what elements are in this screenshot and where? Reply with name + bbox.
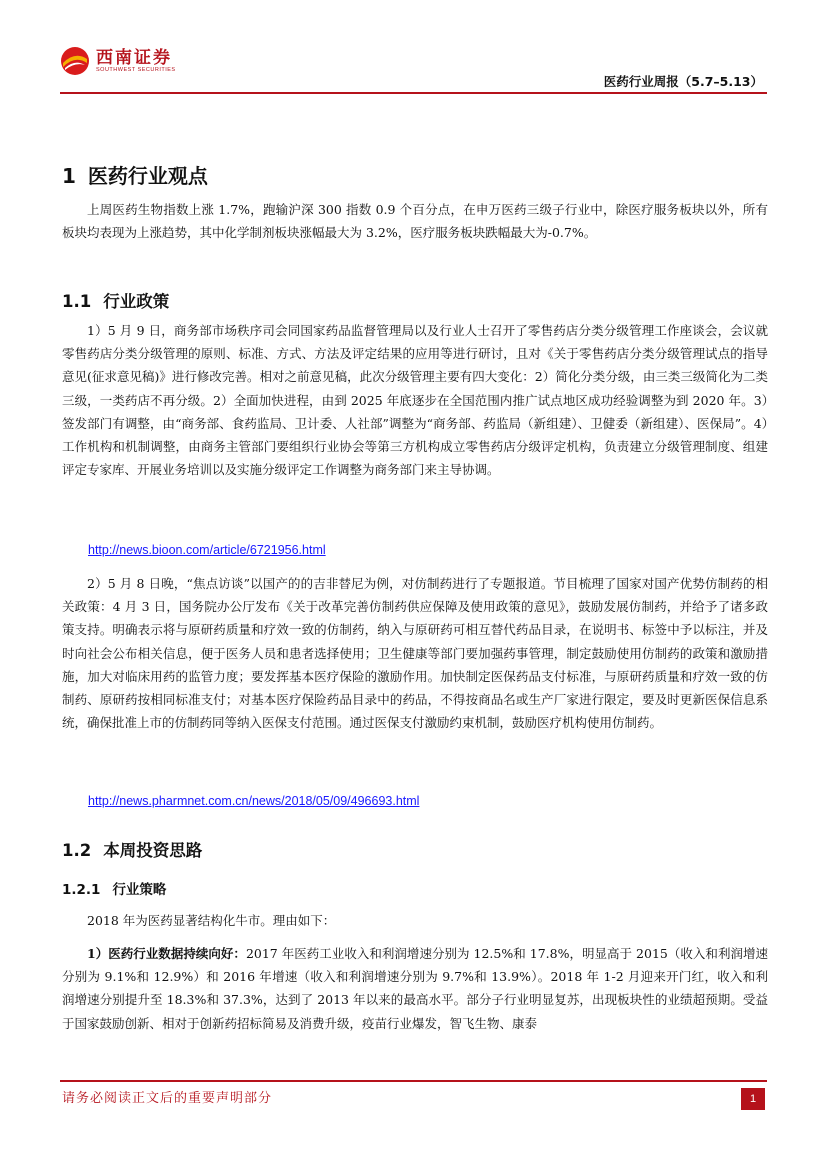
section-number: 1.1 <box>62 292 92 311</box>
page-number: 1 <box>741 1088 765 1110</box>
logo-chinese-name: 西南证券 <box>96 47 172 68</box>
section-1-1-heading <box>62 288 169 312</box>
policy-paragraph-1: 1）5 月 9 日，商务部市场秩序司会同国家药品监督管理局以及行业人士召开了零售药店分类分级管理工作座谈会，会议就零售药店分类分级管理的原则、标准、方式、方法及评定结果的应用等进行研讨，且对《关于零售药店分类分级管理试点的指导意见(征求意见稿)》进行修改完善。相对之前意见稿，此次分级管理主要有四大变化：2）简化分类分级，由三类三级简化为二类三级，一类药店不再分级。2）全面加快进程，由到 2025 年底逐步在全国范围内推广试点地区成功经验调整为到 2020 年。3）签发部门有调整，由“商务部、食药监局、卫计委、人社部”调整为“商务部、药监局（新组建）、卫健委（新组建）、医保局”。4）工作机构和机制调整，由商务主管部门要组织行业协会等第三方机构成立零售药店分级评定机构，负责建立分级管理制度、组建评定专家库、开展业务培训以及实施分级评定工作调整为商务部门来主导协调。 <box>62 323 768 478</box>
point-body: 2017 年医药工业收入和利润增速分别为 12.5%和 17.8%，明显高于 2015（收入和利润增速分别为 9.1%和 12.9%）和 2016 年增速（收入和利润增速分别为 9.7%和 13.9%）。2018 年 1-2 月迎来开门红，收入和利润增速分别提升至 18.3%和 37.3%，达到了 2013 年以来的最高水平。部分子行业明显复苏，出现板块性的业绩超预期。受益于国家鼓励创新、相对于创新药招标简易及消费升级，疫苗行业爆发，智飞生物、康泰 <box>62 946 769 1031</box>
section-number: 1 <box>62 164 76 188</box>
section-title: 本周投资思路 <box>103 841 203 860</box>
footer-disclaimer: 请务必阅读正文后的重要声明部分 <box>62 1091 273 1106</box>
point-lead: 1）医药行业数据持续向好： <box>87 946 246 961</box>
intro-paragraph: 上周医药生物指数上涨 1.7%，跑输沪深 300 指数 0.9 个百分点，在申万医药三级子行业中，除医疗服务板块以外，所有板块均表现为上涨趋势，其中化学制剂板块涨幅最大为 3.2%，医疗服务板块跌幅最大为-0.7%。 <box>62 202 768 241</box>
logo-english-name: SOUTHWEST SECURITIES <box>96 66 176 73</box>
source-link-1[interactable]: http://news.bioon.com/article/6721956.html <box>88 543 326 557</box>
logo-icon <box>60 46 90 76</box>
section-1-2-1-heading <box>62 878 166 898</box>
strategy-point-1 <box>62 942 768 1035</box>
source-link-2[interactable]: http://news.pharmnet.com.cn/news/2018/05/09/496693.html <box>88 794 420 808</box>
report-title: 医药行业周报（5.7–5.13） <box>603 74 763 89</box>
company-logo <box>60 46 176 76</box>
page-header <box>60 46 767 96</box>
section-1-heading <box>62 160 208 189</box>
section-title: 行业政策 <box>103 292 170 311</box>
policy-paragraph-2: 2）5 月 8 日晚，“焦点访谈”以国产的的吉非替尼为例，对仿制药进行了专题报道。节目梳理了国家对国产优势仿制药的相关政策：4 月 3 日，国务院办公厅发布《关于改革完善仿制药供应保障及使用政策的意见》，鼓励发展仿制药，并给予了诸多政策支持。明确表示将与原研药质量和疗效一致的仿制药，纳入与原研药可相互替代药品目录，在说明书、标签中予以标注，并及时向社会公布相关信息，便于医务人员和患者选择使用；卫生健康等部门要加强药事管理，制定鼓励使用仿制药的政策和激励措施，加大对临床用药的监管力度；要发挥基本医疗保险的激励作用。加快制定医保药品支付标准，与原研药质量和疗效一致的仿制药、原研药按相同标准支付；对基本医疗保险药品目录中的药品，不得按商品名或生产厂家进行限定，要及时更新医保信息系统，确保批准上市的仿制药同等纳入医保支付范围。通过医保支付激励约束机制，鼓励医疗机构使用仿制药。 <box>62 576 768 731</box>
strategy-intro: 2018 年为医药显著结构化牛市。理由如下： <box>87 913 336 928</box>
section-number: 1.2 <box>62 841 92 860</box>
section-title: 行业策略 <box>112 882 167 898</box>
footer-divider <box>60 1080 767 1082</box>
section-1-2-heading <box>62 837 202 861</box>
section-number: 1.2.1 <box>62 882 101 898</box>
section-title: 医药行业观点 <box>87 164 208 188</box>
header-divider <box>60 92 767 94</box>
